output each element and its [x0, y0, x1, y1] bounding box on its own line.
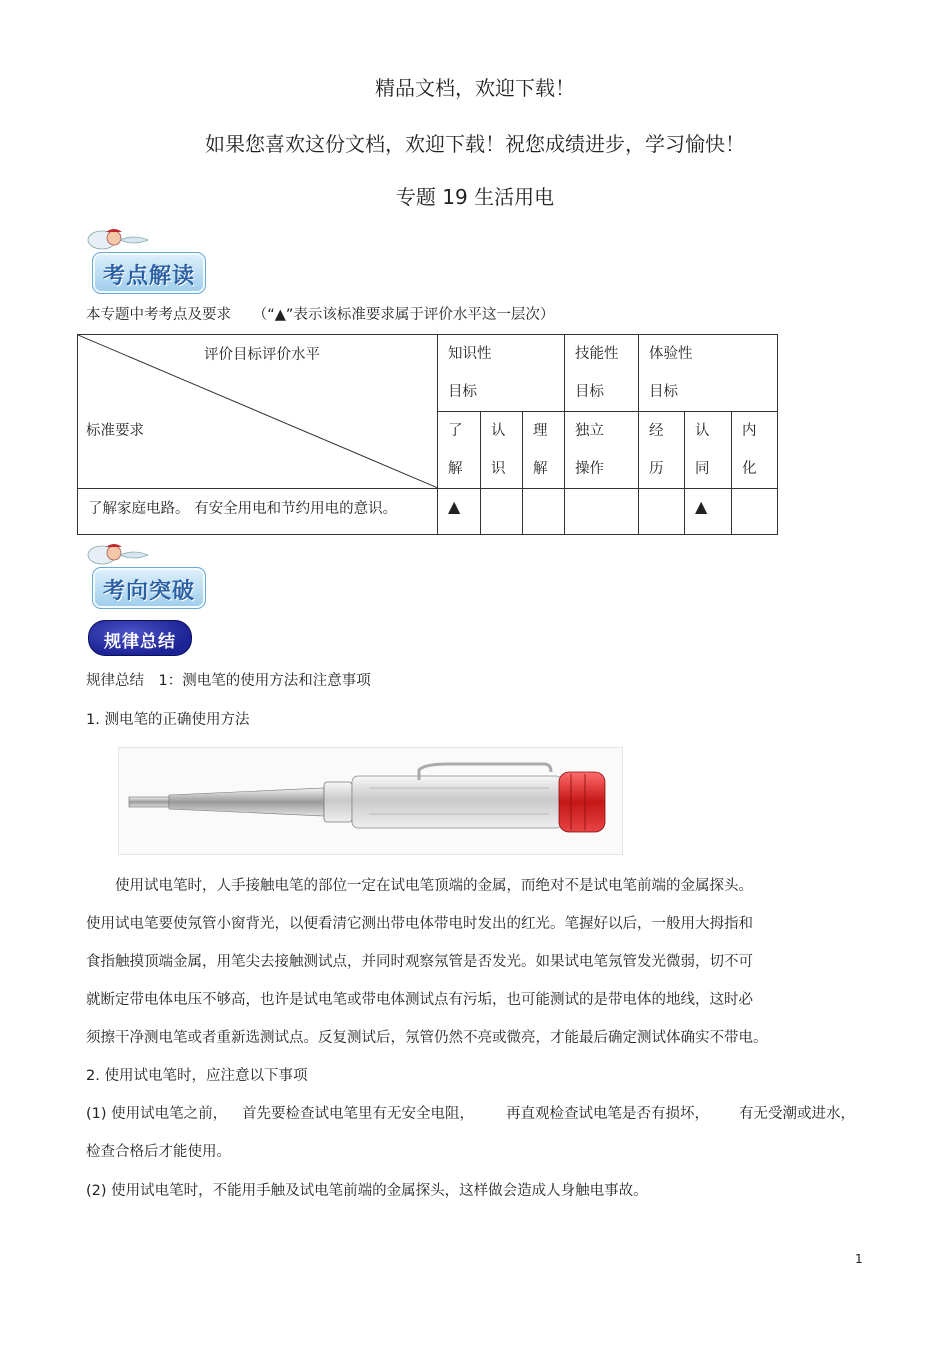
- test-pen-image: [118, 747, 623, 855]
- sub-header-cell: [639, 412, 685, 489]
- sub-header-line2: 解: [448, 461, 463, 477]
- sub-header-line2: 操作: [575, 461, 604, 477]
- row-mark: [732, 489, 778, 535]
- header-skill-line2: 目标: [575, 384, 604, 400]
- row-label: 了解家庭电路。 有安全用电和节约用电的意识。: [78, 489, 438, 535]
- header-line-1: 精品文档，欢迎下载！: [375, 76, 575, 100]
- sub-header-line1: 认: [491, 423, 506, 439]
- page-number: 1: [855, 1252, 863, 1266]
- body-line: 就断定带电体电压不够高，也许是试电笔或带电体测试点有污垢，也可能测试的是带电体的地线，这时必: [86, 992, 753, 1008]
- table-corner-top: 评价目标评价水平: [204, 347, 320, 363]
- header-knowledge-line1: 知识性: [448, 346, 492, 362]
- note-1-part: (1) 使用试电笔之前，: [86, 1106, 228, 1122]
- sub-header-line2: 解: [533, 461, 548, 477]
- note-1-continuation: 检查合格后才能使用。: [86, 1144, 231, 1160]
- section-badge-kaodian: [84, 226, 206, 296]
- body-line: 须擦干净测电笔或者重新选测试点。反复测试后，氖管仍然不亮或微亮，才能最后确定测试体确实不带电。: [86, 1030, 768, 1046]
- section-badge-label: 考向突破: [102, 578, 195, 604]
- test-pen-icon: [119, 748, 622, 854]
- table-row: [78, 489, 778, 535]
- rule-1-heading: 规律总结 1：测电笔的使用方法和注意事项: [86, 673, 371, 689]
- sub-header-cell: [481, 412, 523, 489]
- sub-header-line2: 同: [695, 461, 710, 477]
- row-mark: [523, 489, 565, 535]
- header-knowledge-line2: 目标: [448, 384, 477, 400]
- body-line: 使用试电笔要使氖管小窗背光，以便看清它测出带电体带电时发出的红光。笔握好以后，一般用大拇指和: [86, 916, 753, 932]
- section-badge-kaoxiang: [84, 541, 206, 611]
- sub-header-line1: 经: [649, 423, 664, 439]
- section-badge-label: 考点解读: [102, 263, 195, 289]
- header-skill: [565, 335, 639, 412]
- table-corner-bottom: 标准要求: [86, 423, 144, 439]
- row-mark: ▲: [438, 489, 481, 535]
- section-badge-plate: [92, 252, 206, 294]
- page-title: 专题 19 生活用电: [395, 185, 555, 209]
- row-mark: [481, 489, 523, 535]
- sub-header-cell: [523, 412, 565, 489]
- section-intro: 本专题中考考点及要求 （“▲”表示该标准要求属于评价水平这一层次）: [86, 307, 555, 323]
- sub-header-line1: 内: [742, 423, 757, 439]
- header-experience: [639, 335, 778, 412]
- row-mark: [639, 489, 685, 535]
- header-skill-line1: 技能性: [575, 346, 619, 362]
- body-line: 使用试电笔时，人手接触电笔的部位一定在试电笔顶端的金属，而绝对不是试电笔前端的金属探头。: [86, 878, 753, 894]
- sub-header-cell: [438, 412, 481, 489]
- sub-header-line2: 化: [742, 461, 757, 477]
- header-line-2: 如果您喜欢这份文档，欢迎下载！祝您成绩进步，学习愉快！: [205, 132, 745, 156]
- rule-summary-label: 规律总结: [104, 632, 176, 652]
- sub-header-line1: 理: [533, 423, 548, 439]
- rule-summary-pill: [88, 620, 192, 656]
- header-experience-line1: 体验性: [649, 346, 693, 362]
- item-1-heading: 1. 测电笔的正确使用方法: [86, 712, 250, 728]
- note-2: (2) 使用试电笔时，不能用手触及试电笔前端的金属探头，这样做会造成人身触电事故。: [86, 1183, 648, 1199]
- sub-header-cell: [732, 412, 778, 489]
- note-1-part: 首先要检查试电笔里有无安全电阻，: [242, 1106, 474, 1122]
- sub-header-cell: [685, 412, 732, 489]
- sub-header-line1: 独立: [575, 423, 604, 439]
- row-mark: [565, 489, 639, 535]
- row-mark: ▲: [685, 489, 732, 535]
- body-line: 食指触摸顶端金属，用笔尖去接触测试点，并同时观察氖管是否发光。如果试电笔氖管发光微弱，切不可: [86, 954, 753, 970]
- table-corner-cell: [78, 335, 438, 489]
- note-1-part: 再直观检查试电笔是否有损坏，: [506, 1106, 709, 1122]
- note-1-part: 有无受潮或进水，: [739, 1106, 855, 1122]
- header-experience-line2: 目标: [649, 384, 678, 400]
- sub-header-line1: 了: [448, 423, 463, 439]
- section-badge-plate: [92, 567, 206, 609]
- header-knowledge: [438, 335, 565, 412]
- sub-header-line1: 认: [695, 423, 710, 439]
- item-2-heading: 2. 使用试电笔时，应注意以下事项: [86, 1068, 308, 1084]
- standards-table: [77, 334, 778, 535]
- sub-header-line2: 识: [491, 461, 506, 477]
- sub-header-line2: 历: [649, 461, 664, 477]
- sub-header-cell: [565, 412, 639, 489]
